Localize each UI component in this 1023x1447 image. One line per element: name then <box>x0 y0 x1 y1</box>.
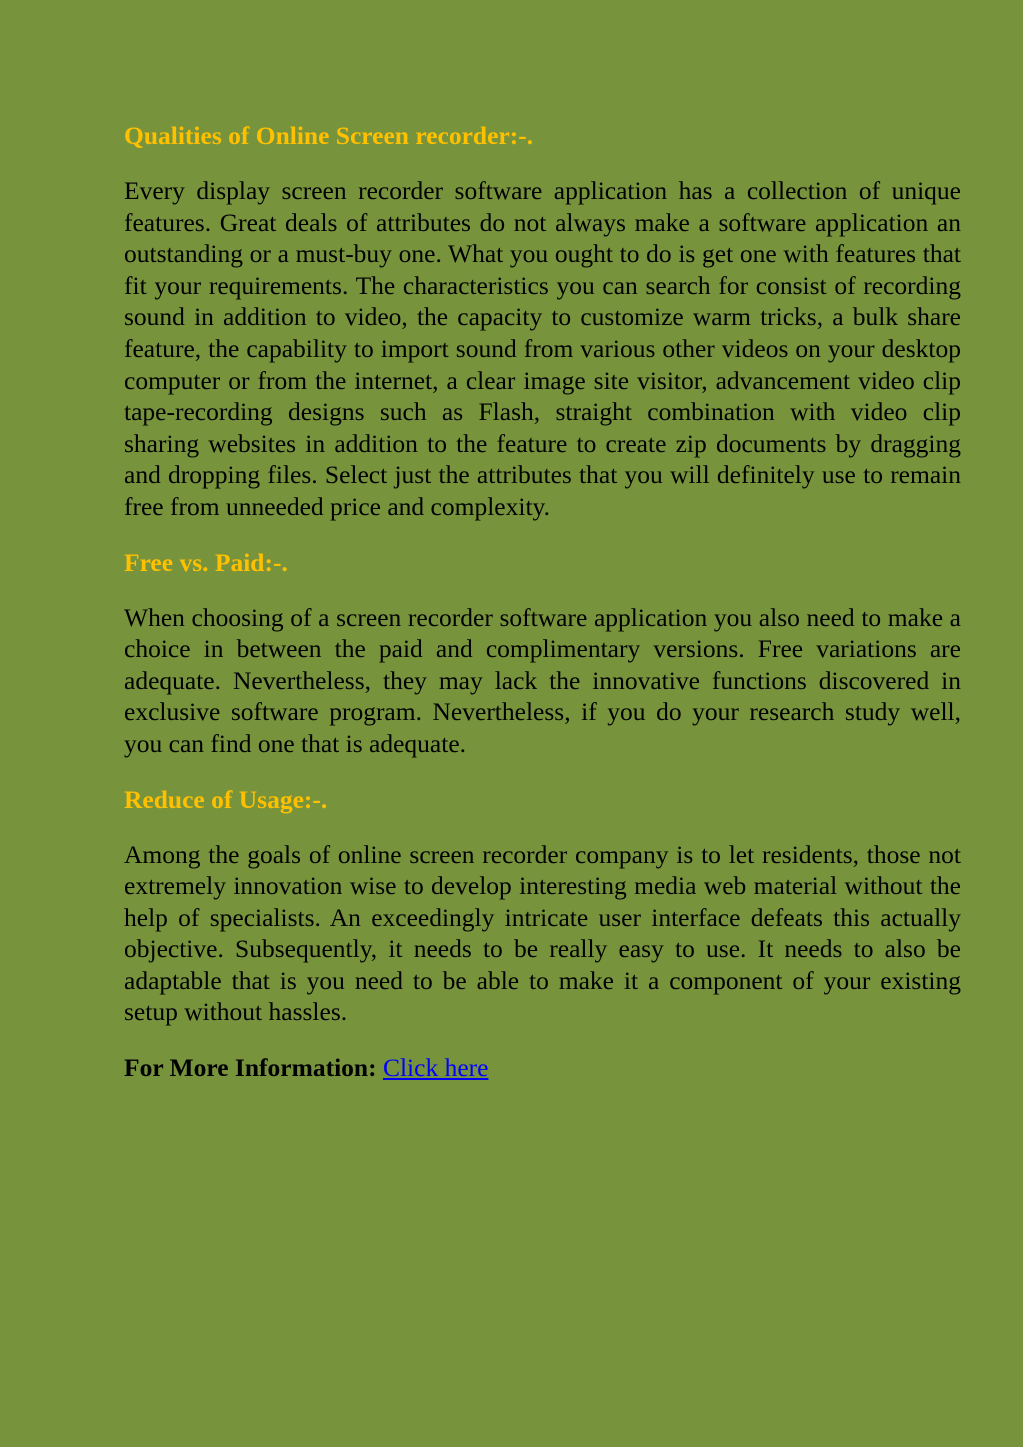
section-heading: Qualities of Online Screen recorder:-. <box>124 121 534 150</box>
more-info-line <box>124 1052 961 1084</box>
section-paragraph: Every display screen recorder software application has a collection of unique features. Great deals of attributes do not always make a software application an outstanding or a must-buy one. What you ought to do is get one with features that fit your requirements. The characteristics you can search for consist of recording sound in addition to video, the capacity to customize warm tricks, a bulk share feature, the capability to import sound from various other videos on your desktop computer or from the internet, a clear image site visitor, advancement video clip tape-recording designs such as Flash, straight combination with video clip sharing websites in addition to the feature to create zip documents by dragging and dropping files. Select just the attributes that you will definitely use to remain free from unneeded price and complexity. <box>124 176 961 521</box>
section-heading: Free vs. Paid:-. <box>124 547 288 577</box>
section-heading: Reduce of Usage:-. <box>124 784 328 814</box>
section-paragraph: When choosing of a screen recorder software application you also need to make a choice in between the paid and complimentary versions. Free variations are adequate. Nevertheless, they may lack the innovative functions discovered in exclusive software program. Nevertheless, if you do your research study well, you can find one that is adequate. <box>124 602 961 758</box>
section-free-vs-paid <box>124 547 961 760</box>
section-paragraph: Among the goals of online screen recorder company is to let residents, those not extremely innovation wise to develop interesting media web material without the help of specialists. An exceedingly intricate user interface defeats this actually objective. Subsequently, it needs to be really easy to use. It needs to also be adaptable that is you need to be able to make it a component of your existing setup without hassles. <box>124 839 961 1027</box>
click-here-link[interactable]: Click here <box>382 1053 489 1083</box>
more-info-label: For More Information: <box>124 1053 377 1083</box>
section-qualities <box>124 120 961 523</box>
section-ease-of-usage <box>124 784 961 1029</box>
